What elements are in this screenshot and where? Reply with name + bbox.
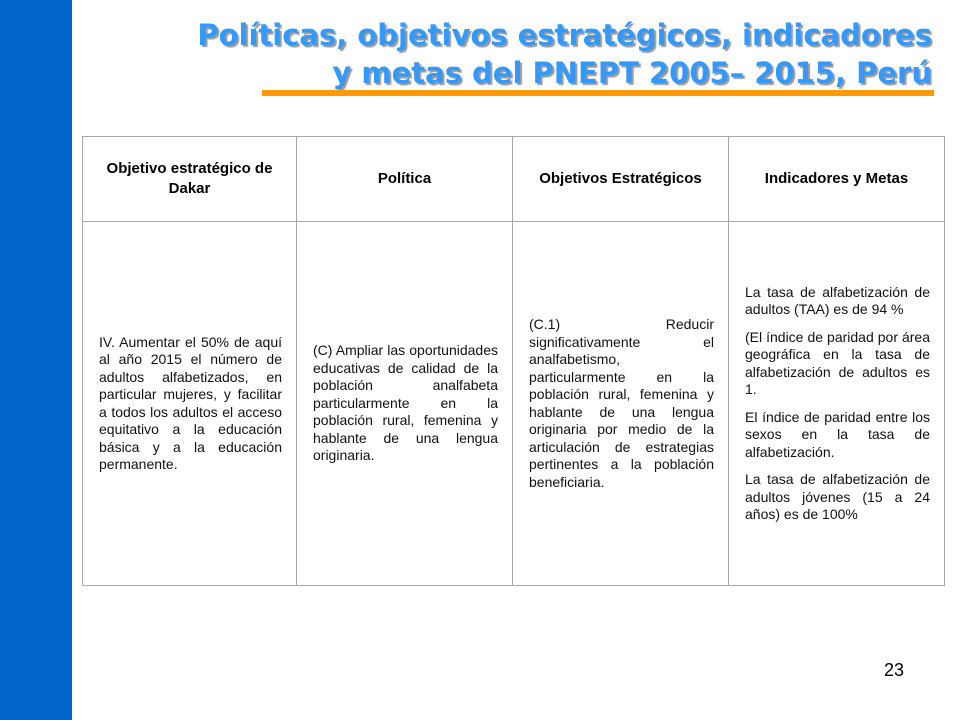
side-accent-bar [0,0,72,720]
table-row [83,222,945,586]
indicator-2: (El índice de paridad por área geográfica en la tasa de alfabetización de adultos es 1. [745,328,930,397]
indicator-4: La tasa de alfabetización de adultos jóvenes (15 a 24 años) es de 100% [745,471,930,522]
cell-objetivos: (C.1) Reducir significativamente el analfabetismo, particularmente en la población rural, femenina y hablante de una lengua originaria por medio de la articulación de estrategias pertinentes a la población beneficiaria. [513,222,729,586]
slide-title [100,16,932,92]
objectives-table [82,136,945,586]
slide-title-line-1: Políticas, objetivos estratégicos, indicadores [197,18,932,52]
header-politica: Política [297,137,513,222]
cell-politica: (C) Ampliar las oportunidades educativas de calidad de la población analfabeta particularmente en la población rural, femenina y hablante de una lengua originaria. [297,222,513,586]
header-indicadores: Indicadores y Metas [729,137,945,222]
header-objetivos: Objetivos Estratégicos [513,137,729,222]
cell-dakar: IV. Aumentar el 50% de aquí al año 2015 el número de adultos alfabetizados, en particular mujeres, y facilitar a todos los adultos el acceso equitativo a la educación básica y a la educación permanente. [83,222,297,586]
page-number: 23 [883,660,904,680]
header-dakar: Objetivo estratégico de Dakar [83,137,297,222]
cell-indicadores [729,222,945,586]
table-header-row [83,137,945,222]
title-underline [262,90,934,96]
indicator-3: El índice de paridad entre los sexos en la tasa de alfabetización. [745,408,930,460]
indicator-1: La tasa de alfabetización de adultos (TAA) es de 94 % [745,283,930,317]
slide-title-line-2: y metas del PNEPT 2005– 2015, Perú [332,56,932,90]
